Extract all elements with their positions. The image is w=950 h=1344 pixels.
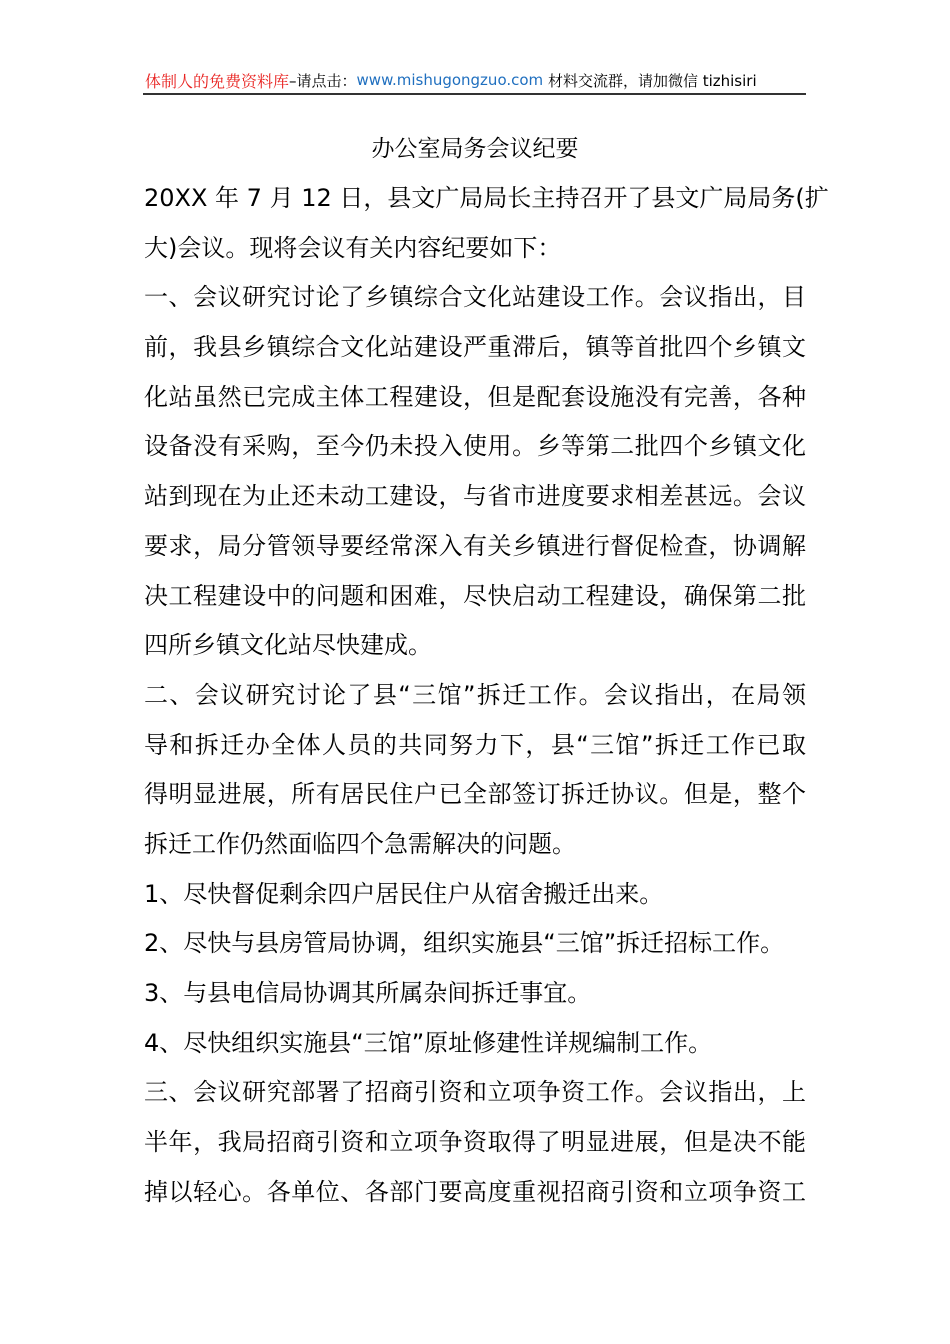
text-line: 三、会议研究部署了招商引资和立项争资工作。会议指出，上 xyxy=(144,1078,806,1107)
header-divider xyxy=(143,93,806,95)
text-line: 设备没有采购，至今仍未投入使用。乡等第二批四个乡镇文化 xyxy=(144,432,806,461)
text-line: 3、与县电信局协调其所属杂间拆迁事宜。 xyxy=(144,979,592,1007)
paragraph xyxy=(144,174,829,273)
text-line: 2、尽快与县房管局协调，组织实施县“三馆”拆迁招标工作。 xyxy=(144,929,785,958)
text-line: 前，我县乡镇综合文化站建设严重滞后，镇等首批四个乡镇文 xyxy=(144,333,806,362)
text-line: 1、尽快督促剩余四户居民住户从宿舍搬迁出来。 xyxy=(144,879,664,908)
watermark-header xyxy=(145,68,805,92)
paragraph xyxy=(144,870,806,920)
header-brand: 体制人的免费资料库 xyxy=(145,71,290,91)
paragraph xyxy=(144,969,806,1019)
text-line: 要求，局分管领导要经常深入有关乡镇进行督促检查，协调解 xyxy=(144,531,806,560)
text-line: 拆迁工作仍然面临四个急需解决的问题。 xyxy=(144,829,576,858)
text-line: 四所乡镇文化站尽快建成。 xyxy=(144,631,432,660)
paragraph xyxy=(144,273,806,671)
document-body xyxy=(144,174,829,1217)
header-prompt: –请点击： xyxy=(289,71,357,90)
paragraph xyxy=(144,1068,806,1217)
text-line: 半年，我局招商引资和立项争资取得了明显进展，但是决不能 xyxy=(144,1128,806,1157)
header-suffix: 材料交流群，请加微信 tizhisiri xyxy=(543,71,757,90)
text-line: 得明显进展，所有居民住户已全部签订拆迁协议。但是，整个 xyxy=(144,780,806,809)
text-line: 4、尽快组织实施县“三馆”原址修建性详规编制工作。 xyxy=(144,1028,713,1057)
text-line: 20XX 年 7 月 12 日，县文广局局长主持召开了县文广局局务(扩 xyxy=(144,184,829,212)
text-line: 掉以轻心。各单位、各部门要高度重视招商引资和立项争资工 xyxy=(144,1177,806,1206)
text-line: 化站虽然已完成主体工程建设，但是配套设施没有完善，各种 xyxy=(144,382,806,411)
paragraph xyxy=(144,919,806,969)
text-line: 决工程建设中的问题和困难，尽快启动工程建设，确保第二批 xyxy=(144,581,806,610)
paragraph xyxy=(144,1019,806,1069)
paragraph xyxy=(144,671,806,870)
header-url-link[interactable]: www.mishugongzuo.com xyxy=(356,71,544,89)
text-line: 一、会议研究讨论了乡镇综合文化站建设工作。会议指出，目 xyxy=(144,283,806,312)
text-line: 导和拆迁办全体人员的共同努力下，县“三馆”拆迁工作已取 xyxy=(144,730,806,759)
text-line: 站到现在为止还未动工建设，与省市进度要求相差甚远。会议 xyxy=(144,482,806,511)
text-line: 二、会议研究讨论了县“三馆”拆迁工作。会议指出，在局领 xyxy=(144,680,806,709)
text-line: 大)会议。现将会议有关内容纪要如下： xyxy=(144,233,562,262)
document-title: 办公室局务会议纪要 xyxy=(371,136,579,162)
